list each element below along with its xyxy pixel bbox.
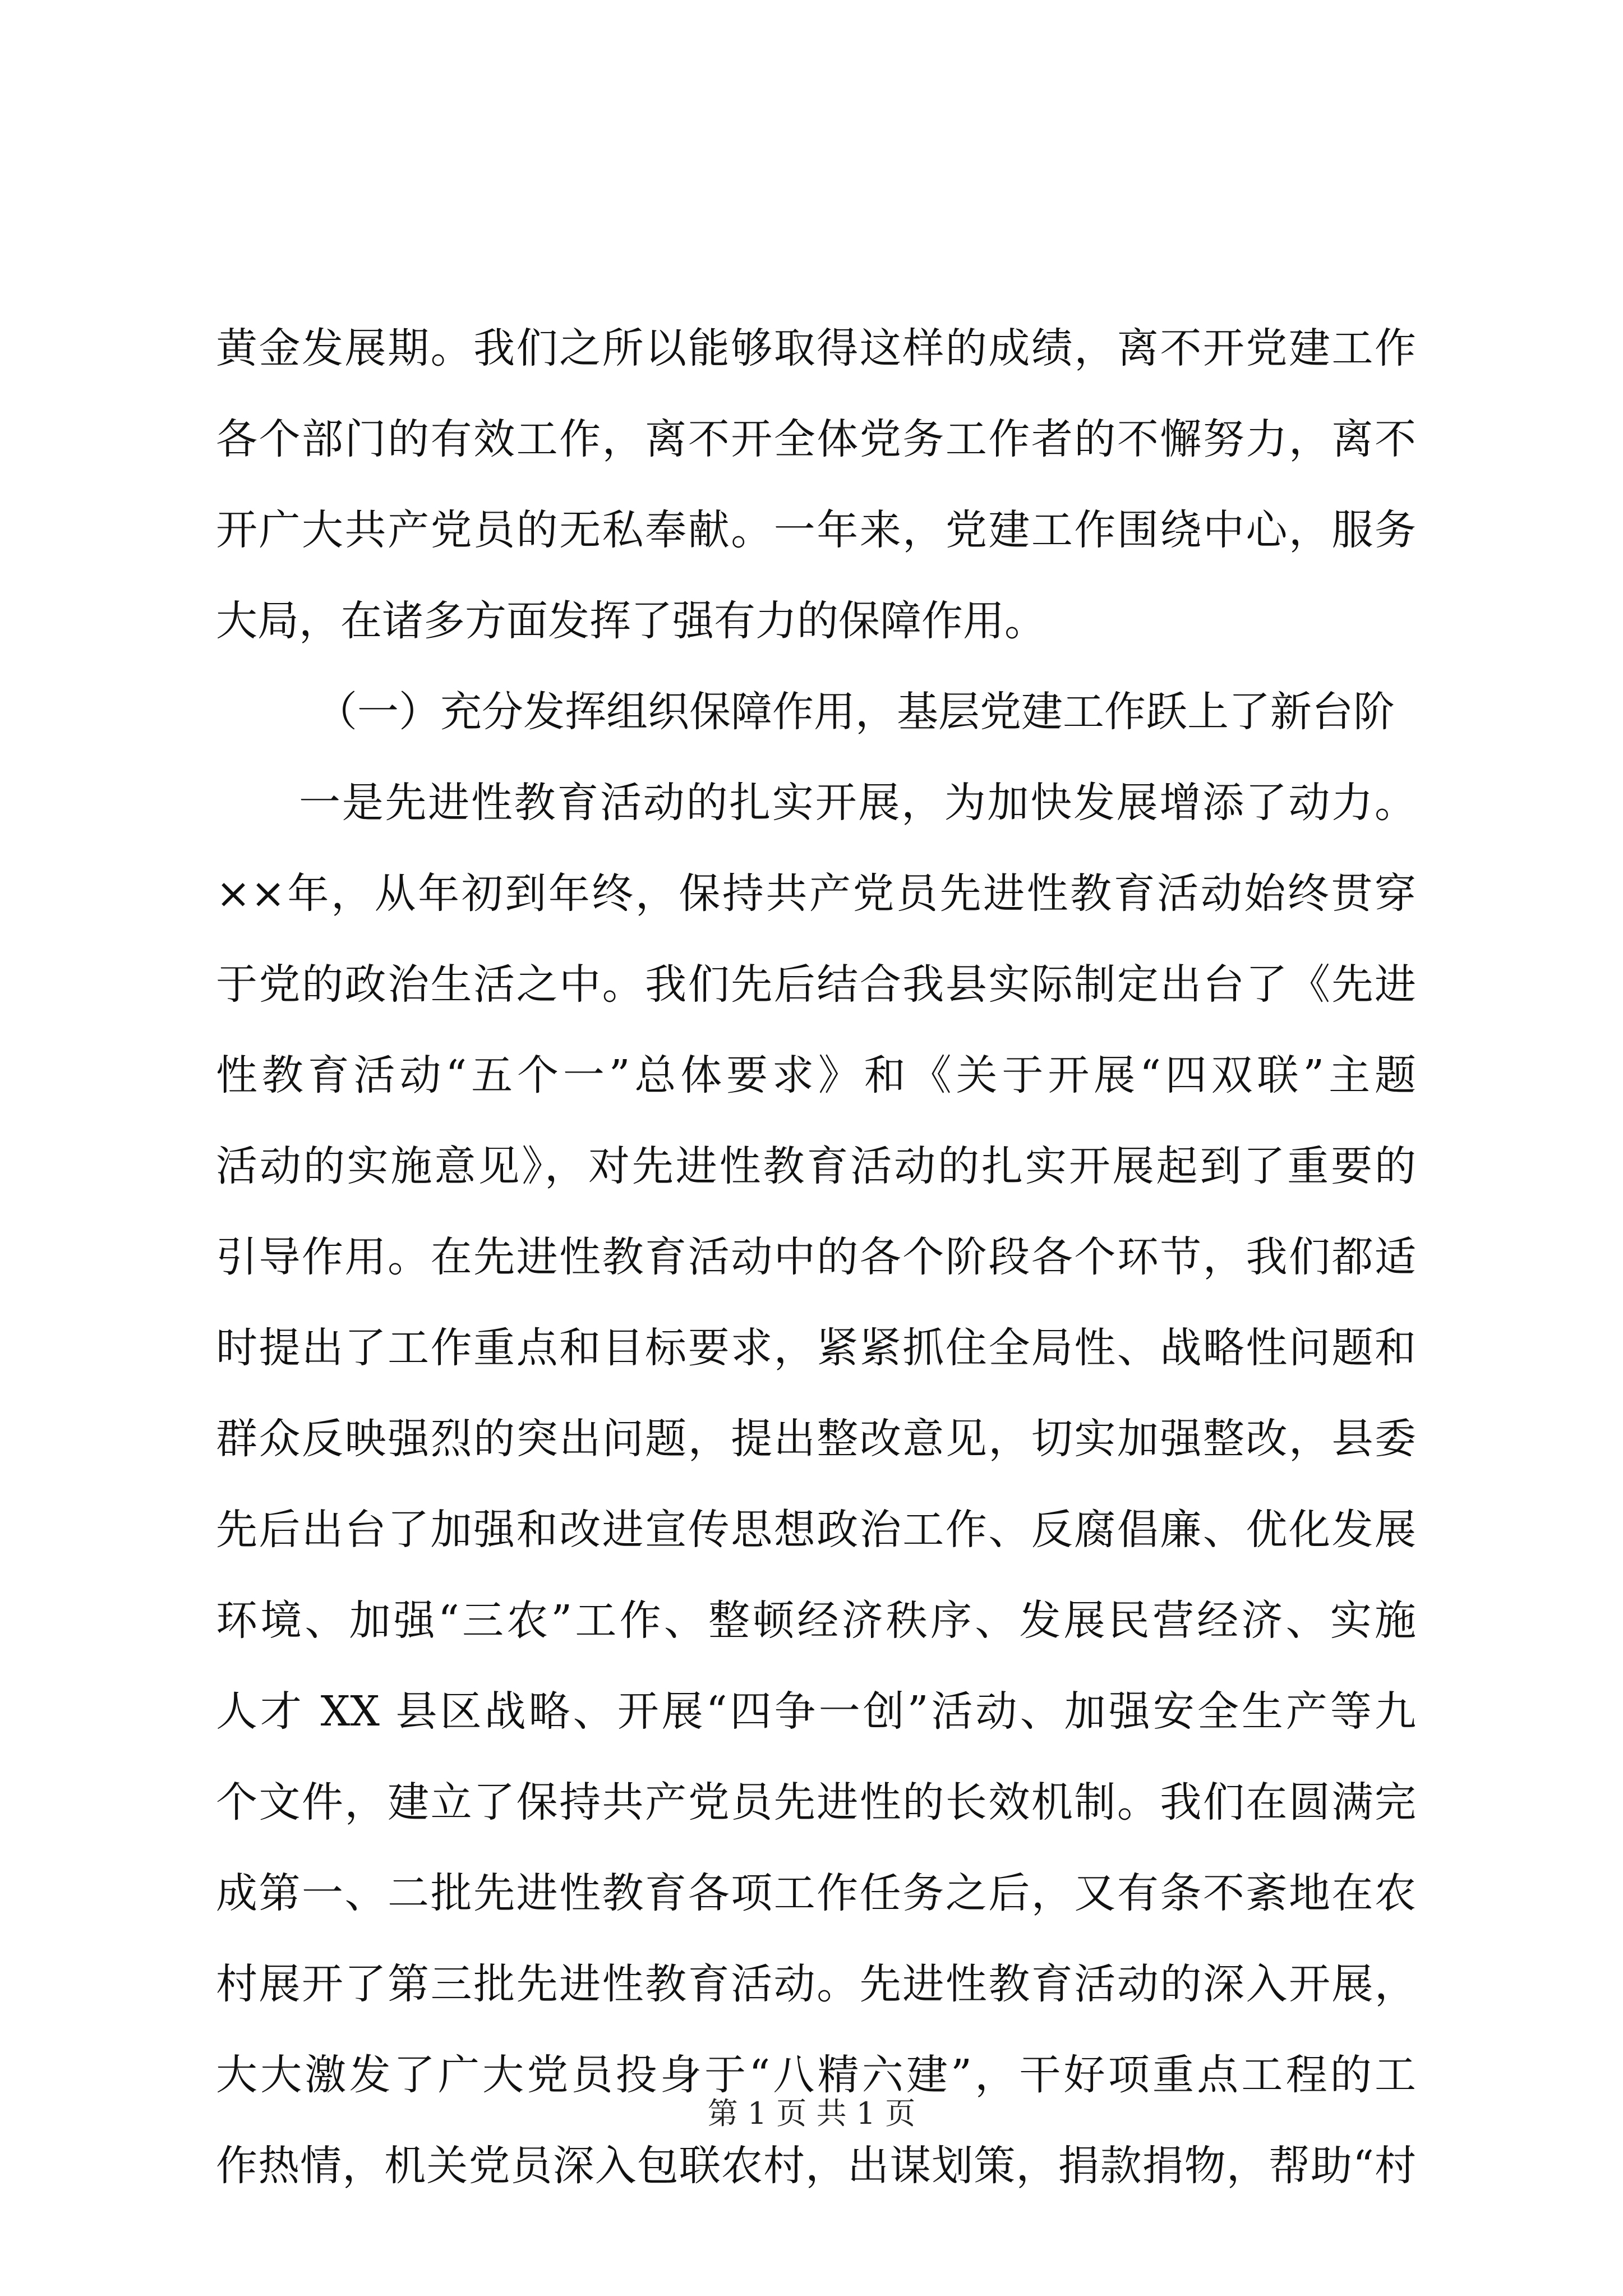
paragraph-line: 引导作用。在先进性教育活动中的各个阶段各个环节，我们都适 — [216, 1233, 1416, 1281]
paragraph-line: 人才 XX 县区战略、开展“四争一创”活动、加强安全生产等九 — [216, 1687, 1416, 1736]
page-footer: 第 1 页 共 1 页 — [707, 2096, 916, 2131]
paragraph-line: 各个部门的有效工作，离不开全体党务工作者的不懈努力，离不 — [216, 415, 1416, 463]
paragraph-line: ××年，从年初到年终，保持共产党员先进性教育活动始终贯穿 — [216, 869, 1416, 918]
paragraph-line: 开广大共产党员的无私奉献。一年来，党建工作围绕中心，服务 — [216, 506, 1416, 554]
paragraph-line: 环境、加强“三农”工作、整顿经济秩序、发展民营经济、实施 — [216, 1596, 1416, 1645]
paragraph-line: 一是先进性教育活动的扎实开展，为加快发展增添了动力。 — [299, 779, 1416, 827]
paragraph-line: 群众反映强烈的突出问题，提出整改意见，切实加强整改，县委 — [216, 1415, 1416, 1463]
paragraph-line: 大大激发了广大党员投身于“八精六建”，干好项重点工程的工 — [216, 2051, 1416, 2099]
paragraph-line: 先后出台了加强和改进宣传思想政治工作、反腐倡廉、优化发展 — [216, 1506, 1416, 1554]
document-body — [216, 303, 1416, 2211]
paragraph-line: 大局，在诸多方面发挥了强有力的保障作用。 — [216, 597, 1046, 645]
paragraph-line: 于党的政治生活之中。我们先后结合我县实际制定出台了《先进 — [216, 960, 1416, 1009]
paragraph-line: 个文件，建立了保持共产党员先进性的长效机制。我们在圆满完 — [216, 1778, 1416, 1826]
paragraph-line: 黄金发展期。我们之所以能够取得这样的成绩，离不开党建工作 — [216, 324, 1416, 372]
section-heading: （一）充分发挥组织保障作用，基层党建工作跃上了新台阶 — [316, 688, 1395, 736]
paragraph-line: 时提出了工作重点和目标要求，紧紧抓住全局性、战略性问题和 — [216, 1324, 1416, 1372]
paragraph-line: 性教育活动“五个一”总体要求》和《关于开展“四双联”主题 — [216, 1051, 1416, 1099]
paragraph-line: 活动的实施意见》，对先进性教育活动的扎实开展起到了重要的 — [216, 1142, 1416, 1190]
paragraph-line: 村展开了第三批先进性教育活动。先进性教育活动的深入开展， — [216, 1960, 1416, 2008]
paragraph-line: 作热情，机关党员深入包联农村，出谋划策，捐款捐物，帮助“村 — [216, 2142, 1416, 2190]
paragraph-line: 成第一、二批先进性教育各项工作任务之后，又有条不紊地在农 — [216, 1869, 1416, 1917]
